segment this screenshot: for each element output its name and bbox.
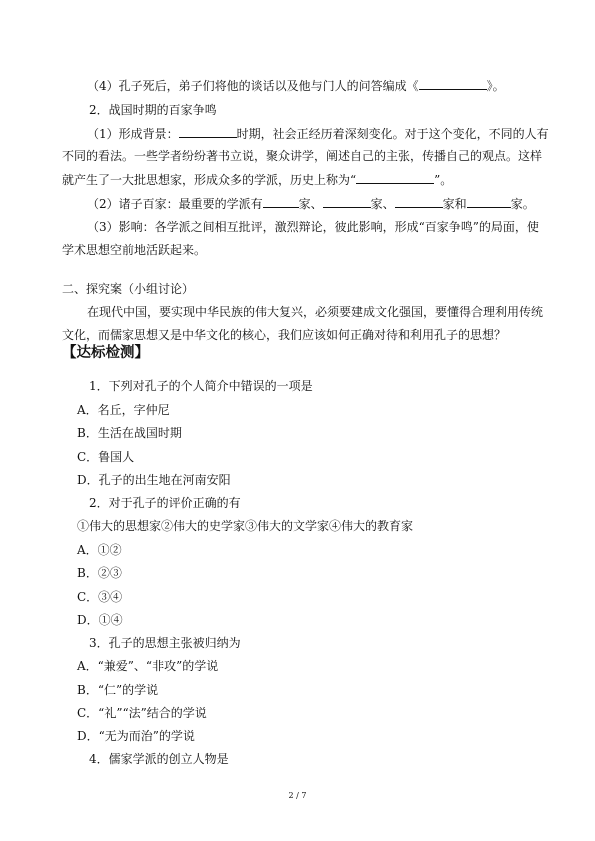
item4-line [87,78,505,93]
q1-option-c[interactable]: C．鲁国人 [77,450,135,464]
q1-option-b[interactable]: B．生活在战国时期 [77,426,182,440]
q1-option-a[interactable]: A．名丘，字仲尼 [77,403,170,417]
schools-label: （2）诸子百家：最重要的学派有 [87,197,263,211]
schools-jia-1: 家、 [298,197,323,211]
question-2: 2．对于孔子的评价正确的有 [89,496,241,510]
q3-option-a[interactable]: A．“兼爱”、“非攻”的学说 [77,659,219,673]
q1-option-d[interactable]: D．孔子的出生地在河南安阳 [77,473,231,487]
explore-line2: 文化，而儒家思想又是中华文化的核心，我们应该如何正确对待和利用孔子的思想？ [62,328,507,342]
explore-line1: 在现代中国，要实现中华民族的伟大复兴，必须要建成文化强国，要懂得合理利用传统 [87,305,544,319]
background-line1 [87,126,549,141]
q3-option-d[interactable]: D．“无为而治”的学说 [77,729,195,743]
schools-end: 家。 [510,197,535,211]
q3-option-b[interactable]: B．“仁”的学说 [77,683,159,697]
impact-line2: 学术思想空前地活跃起来。 [62,243,207,257]
item4-end: 》。 [486,79,505,93]
q2-option-b[interactable]: B．②③ [77,566,122,580]
term-blank[interactable] [356,172,434,184]
q2-option-a[interactable]: A．①② [77,543,122,557]
period-blank[interactable] [179,126,237,138]
section2-title: 2．战国时期的百家争鸣 [89,103,217,117]
impact-line1: （3）影响：各学派之间相互批评，激烈辩论，彼此影响，形成“百家争鸣”的局面，使 [87,220,539,234]
question-1: 1．下列对孔子的个人简介中错误的一项是 [89,379,313,393]
background-line3 [62,172,452,187]
background-line2: 不同的看法。一些学者纷纷著书立说，聚众讲学，阐述自己的主张，传播自己的观点。这样 [62,149,543,163]
explore-title: 二、探究案（小组讨论） [62,282,195,296]
book-title-blank[interactable] [419,78,487,90]
q2-option-d[interactable]: D．①④ [77,613,123,627]
question-4: 4．儒家学派的创立人物是 [89,752,229,766]
schools-line [87,196,535,211]
schools-jia-2: 家、 [370,197,395,211]
school-blank-1[interactable] [263,196,299,208]
background-line3-end: ”。 [434,173,453,187]
q2-option-c[interactable]: C．③④ [77,590,123,604]
school-blank-2[interactable] [323,196,371,208]
background-label: （1）形成背景： [87,127,179,141]
background-line3-text: 就产生了一大批思想家，形成众多的学派，历史上称为“ [62,173,357,187]
background-text: 时期，社会正经历着深刻变化。对于这个变化，不同的人有 [236,127,549,141]
school-blank-4[interactable] [467,196,511,208]
q2-stem: ①伟大的思想家②伟大的史学家③伟大的文学家④伟大的教育家 [77,519,414,533]
school-blank-3[interactable] [395,196,443,208]
q3-option-c[interactable]: C．“礼”“法”结合的学说 [77,706,207,720]
schools-he: 家和 [442,197,467,211]
check-heading: 【达标检测】 [62,345,149,361]
page-number: 2 / 7 [288,791,307,800]
question-3: 3．孔子的思想主张被归纳为 [89,636,241,650]
item4-text: （4）孔子死后，弟子们将他的谈话以及他与门人的问答编成《 [87,79,419,93]
